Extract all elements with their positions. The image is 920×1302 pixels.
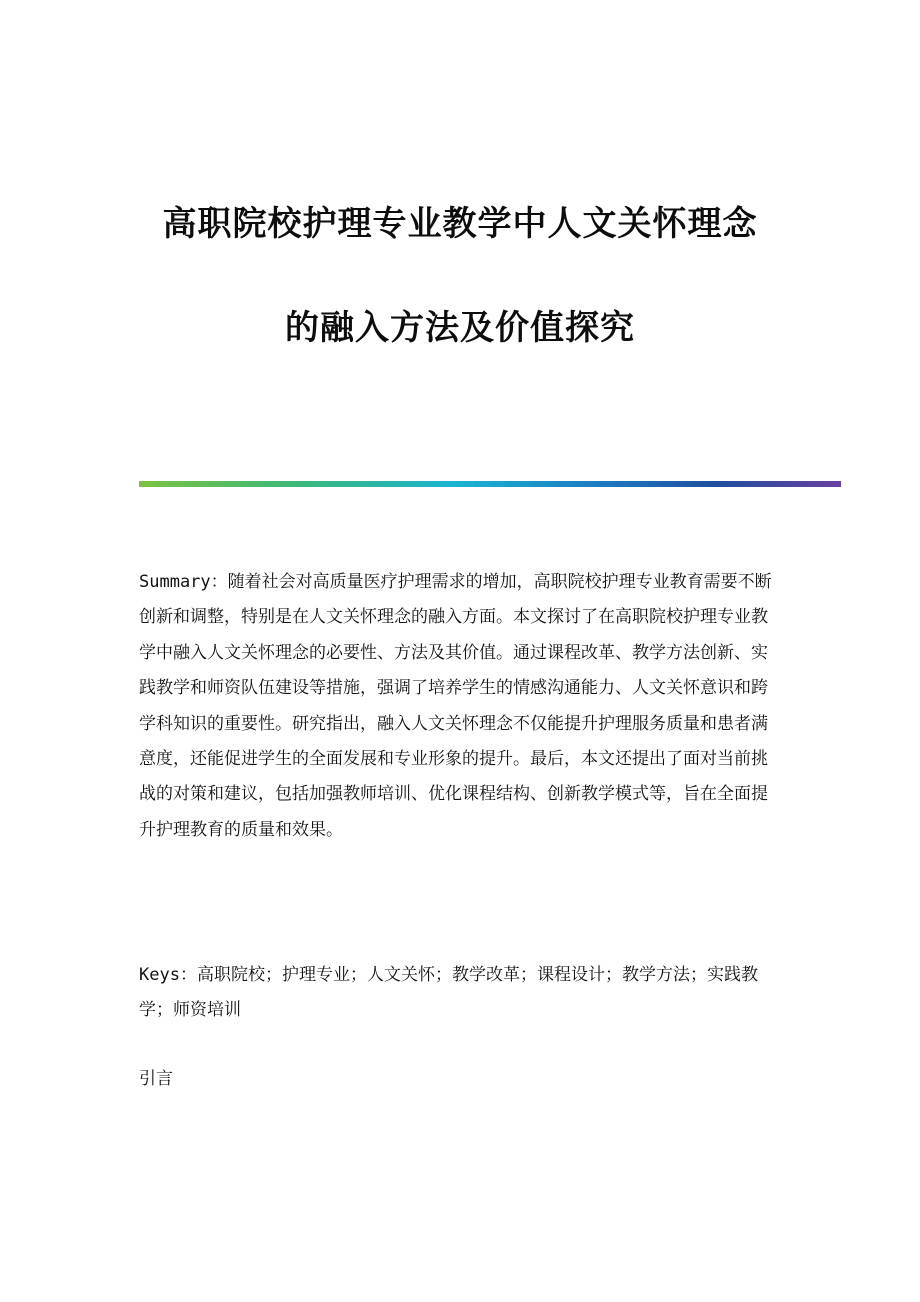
summary-text: 随着社会对高质量医疗护理需求的增加，高职院校护理专业教育需要不断创新和调整，特别是在人文关怀理念的融入方面。本文探讨了在高职院校护理专业教学中融入人文关怀理念的必要性、方法及其价值。通过课程改革、教学方法创新、实践教学和师资队伍建设等措施，强调了培养学生的情感沟通能力、人文关怀意识和跨学科知识的重要性。研究指出，融入人文关怀理念不仅能提升护理服务质量和患者满意度，还能促进学生的全面发展和专业形象的提升。最后，本文还提出了面对当前挑战的对策和建议，包括加强教师培训、优化课程结构、创新教学模式等，旨在全面提升护理教育的质量和效果。	[139, 572, 772, 840]
keys-label: Keys：	[139, 965, 197, 985]
summary-label: Summary：	[139, 572, 228, 592]
gradient-divider	[139, 481, 841, 487]
document-title	[0, 205, 920, 347]
keys-text: 高职院校；护理专业；人文关怀；教学改革；课程设计；教学方法；实践教学；师资培训	[139, 965, 758, 1021]
section-heading-introduction: 引言	[139, 1069, 173, 1089]
summary-paragraph	[139, 565, 779, 848]
keywords-paragraph	[139, 958, 779, 1029]
title-line-1: 高职院校护理专业教学中人文关怀理念	[162, 204, 758, 244]
title-line-2: 的融入方法及价值探究	[285, 308, 635, 348]
